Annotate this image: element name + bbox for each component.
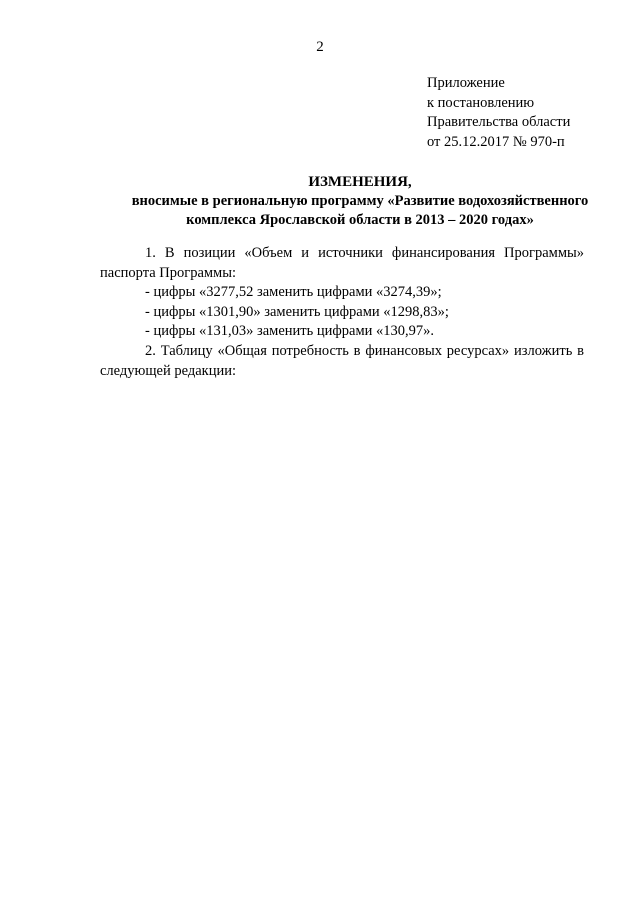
item-1-paragraph: 1. В позиции «Объем и источники финансирования Программы» паспорта Программы:: [100, 245, 584, 281]
appendix-line-2: к постановлению: [427, 94, 535, 111]
bullet-2: - цифры «1301,90» заменить цифрами «1298,83»;: [145, 303, 449, 320]
appendix-line-4: от 25.12.2017 № 970-п: [427, 133, 565, 150]
page-number: 2: [316, 39, 324, 55]
appendix-line-3: Правительства области: [427, 114, 571, 130]
appendix-line-1: Приложение: [427, 75, 505, 91]
title-heading: ИЗМЕНЕНИЯ,: [308, 174, 412, 190]
title-line-3: комплекса Ярославской области в 2013 – 2020 годах»: [186, 212, 534, 228]
bullet-1: - цифры «3277,52 заменить цифрами «3274,39»;: [145, 284, 442, 301]
bullet-3: - цифры «131,03» заменить цифрами «130,97».: [145, 323, 435, 340]
title-line-2: вносимые в региональную программу «Развитие водохозяйственного: [131, 193, 589, 209]
document-title: [100, 173, 620, 230]
appendix-header: [427, 74, 570, 152]
document-body: [100, 244, 584, 381]
item-2-paragraph: 2. Таблицу «Общая потребность в финансовых ресурсах» изложить в следующей редакции:: [100, 342, 584, 379]
